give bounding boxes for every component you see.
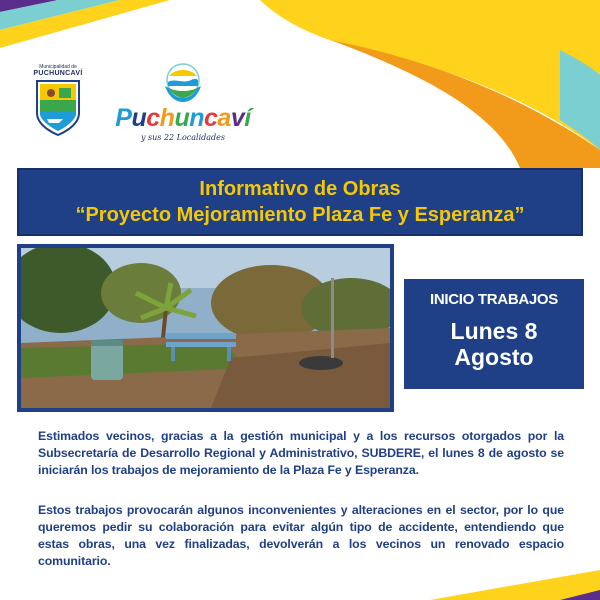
title-banner [17,168,583,236]
top-left-purple-band [0,0,58,12]
title-line-1: Informativo de Obras [199,178,401,200]
start-date-box [404,279,584,389]
title-line-2: “Proyecto Mejoramiento Plaza Fe y Esperanza” [75,204,525,226]
municipal-seal [26,64,90,140]
top-right-yellow-band [260,0,600,150]
brand-letter: a [217,104,231,132]
brand-letter: c [146,104,160,132]
start-label: INICIO TRABAJOS [429,291,558,308]
brand-letter: u [131,104,147,132]
start-date-month: Agosto [454,344,534,370]
start-date-day: Lunes 8 [450,318,538,344]
top-left-yellow-band [0,0,170,48]
seal-name: PUCHUNCAVÍ [33,70,83,77]
brand-logo [108,62,258,148]
seal-top-text: Municipalidad de [39,64,77,70]
coat-of-arms-icon [33,79,83,137]
top-right-orange-band [330,40,600,168]
brand-letter: í [244,104,251,132]
brand-letter: n [189,104,205,132]
brand-letter: P [115,104,132,132]
brand-letter: v [230,104,245,132]
body-paragraph-2: Estos trabajos provocarán algunos inconvenientes y alteraciones en el sector, por lo que queremos pedir su colaboración para evitar algún tipo de accidente, entendiendo que estas obras, una vez finalizadas, devolverán a los vecinos un renovado espacio comunitario. [38,503,564,568]
park-photo [21,248,390,408]
top-left-teal-band [0,0,120,30]
brand-letter: u [174,104,190,132]
top-right-teal-band [560,50,600,150]
brand-tagline: y sus 22 Localidades [140,133,226,142]
brand-letter: c [204,104,218,132]
bottom-right-yellow-band [430,570,600,600]
brand-wordmark [108,104,258,133]
brand-letter: h [159,104,175,132]
plaza-photo-frame [17,244,394,412]
body-paragraph-1: Estimados vecinos, gracias a la gestión municipal y a los recursos otorgados por la Subsecretaría de Desarrollo Regional y Administrativo, SUBDERE, el lunes 8 de agosto se iniciarán los trabajos de mejoramiento de la Plaza Fe y Esperanza. [38,429,564,477]
bottom-right-purple-band [560,590,600,600]
hands-globe-icon [163,62,203,104]
